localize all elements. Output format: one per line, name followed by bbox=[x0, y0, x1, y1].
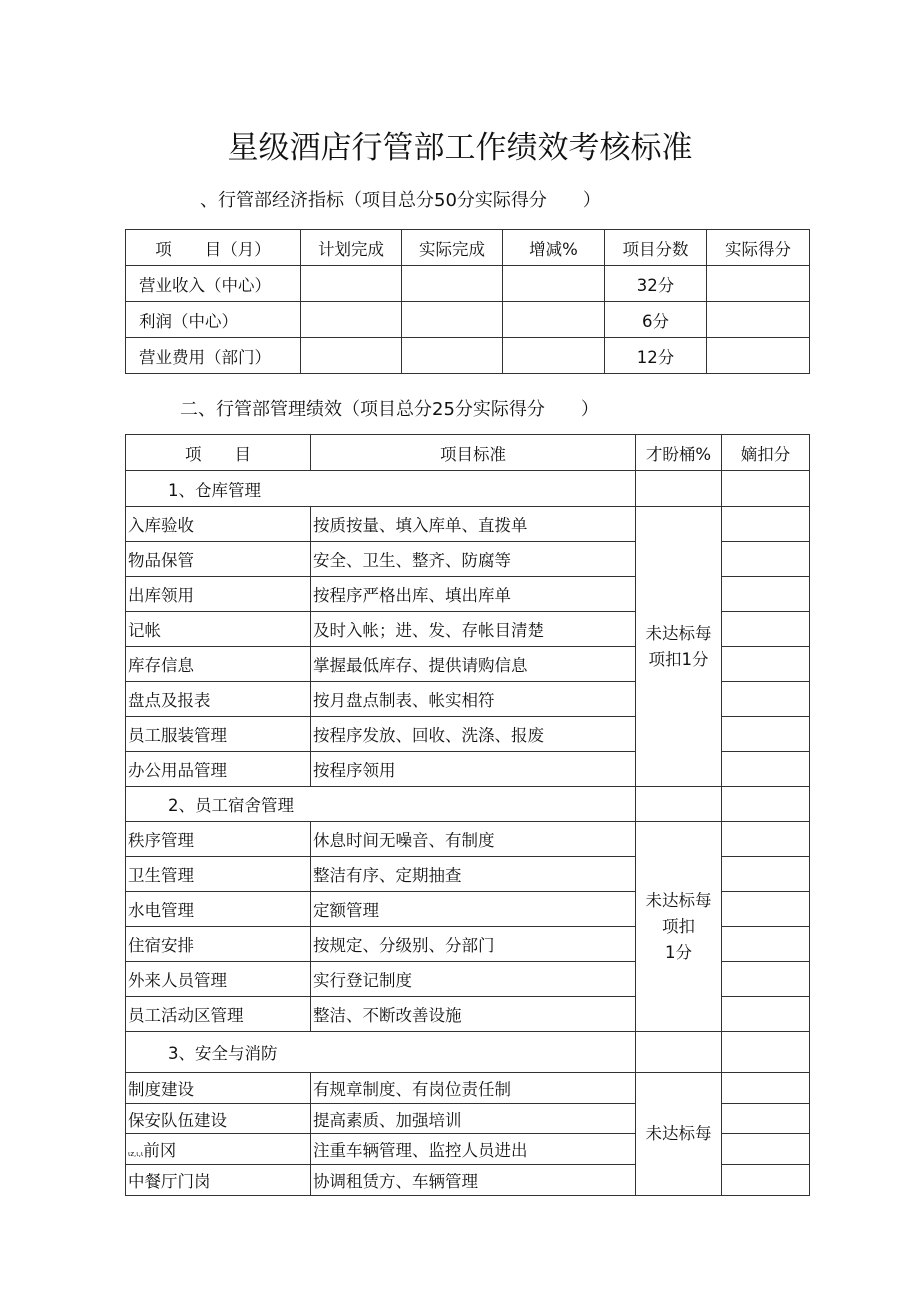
deduct-cell bbox=[722, 577, 810, 612]
header-plan: 计划完成 bbox=[301, 230, 402, 266]
item-name: 水电管理 bbox=[126, 892, 311, 927]
group-title-row bbox=[126, 1032, 810, 1073]
plan-cell bbox=[301, 338, 402, 374]
item-standard: 按程序领用 bbox=[311, 752, 636, 787]
table-row bbox=[126, 1073, 810, 1104]
header-actual: 实际完成 bbox=[402, 230, 503, 266]
deduct-cell bbox=[722, 822, 810, 857]
item-name: 利润（中心） bbox=[126, 302, 301, 338]
deduct-cell bbox=[722, 647, 810, 682]
actual-cell bbox=[402, 338, 503, 374]
header-item: 项 目 bbox=[126, 435, 311, 471]
deduction-note: 未达标每 项扣1分 bbox=[636, 507, 722, 787]
header-deduct: 嫡扣分 bbox=[722, 435, 810, 471]
item-standard: 按月盘点制表、帐实相符 bbox=[311, 682, 636, 717]
item-standard: 整洁有序、定期抽查 bbox=[311, 857, 636, 892]
item-name: 出库领用 bbox=[126, 577, 311, 612]
deduct-cell bbox=[722, 927, 810, 962]
item-standard: 整洁、不断改善设施 bbox=[311, 997, 636, 1032]
plan-cell bbox=[301, 266, 402, 302]
item-standard: 按质按量、填入库单、直拨单 bbox=[311, 507, 636, 542]
group-title: 2、员工宿舍管理 bbox=[126, 787, 636, 822]
points-cell: 12分 bbox=[605, 338, 707, 374]
item-standard: 实行登记制度 bbox=[311, 962, 636, 997]
table-row bbox=[126, 338, 810, 374]
change-cell bbox=[503, 338, 605, 374]
deduction-note: 未达标每 bbox=[636, 1073, 722, 1196]
item-name: 中餐厅门岗 bbox=[126, 1165, 311, 1196]
item-standard: 按程序严格出库、填出库单 bbox=[311, 577, 636, 612]
item-standard: 按规定、分级别、分部门 bbox=[311, 927, 636, 962]
item-standard: 安全、卫生、整齐、防腐等 bbox=[311, 542, 636, 577]
table-row bbox=[126, 266, 810, 302]
deduct-cell bbox=[722, 682, 810, 717]
item-standard: 提高素质、加强培训 bbox=[311, 1104, 636, 1134]
deduct-cell bbox=[722, 612, 810, 647]
item-name: 营业费用（部门） bbox=[126, 338, 301, 374]
plan-cell bbox=[301, 302, 402, 338]
deduct-cell bbox=[722, 1134, 810, 1165]
points-cell: 6分 bbox=[605, 302, 707, 338]
table-row bbox=[126, 822, 810, 857]
section2-heading: 二、行管部管理绩效（项目总分25分实际得分 ） bbox=[180, 399, 599, 420]
item-standard: 定额管理 bbox=[311, 892, 636, 927]
item-name: 盘点及报表 bbox=[126, 682, 311, 717]
deduct-cell bbox=[722, 892, 810, 927]
actual-cell bbox=[402, 302, 503, 338]
item-standard: 按程序发放、回收、洗涤、报废 bbox=[311, 717, 636, 752]
item-name: 物品保管 bbox=[126, 542, 311, 577]
item-name: 外来人员管理 bbox=[126, 962, 311, 997]
item-name: 卫生管理 bbox=[126, 857, 311, 892]
section1-heading: 、行管部经济指标（项目总分50分实际得分 ） bbox=[200, 190, 601, 211]
points-cell: 32分 bbox=[605, 266, 707, 302]
item-name: 员工服装管理 bbox=[126, 717, 311, 752]
group-title-row bbox=[126, 787, 810, 822]
deduct-cell bbox=[722, 507, 810, 542]
header-change: 增减% bbox=[503, 230, 605, 266]
deduct-cell bbox=[722, 997, 810, 1032]
item-name: 记帐 bbox=[126, 612, 311, 647]
item-standard: 协调租赁方、车辆管理 bbox=[311, 1165, 636, 1196]
management-performance-table bbox=[125, 434, 810, 1196]
deduct-cell bbox=[722, 1104, 810, 1134]
group-title: 3、安全与消防 bbox=[126, 1032, 636, 1073]
deduct-cell bbox=[722, 752, 810, 787]
page-title: 星级酒店行管部工作绩效考核标准 bbox=[227, 130, 693, 166]
header-item: 项 目（月） bbox=[126, 230, 301, 266]
deduction-note: 未达标每 项扣 1分 bbox=[636, 822, 722, 1032]
score-cell bbox=[707, 338, 810, 374]
item-name: ιz,ι,ι前冈 bbox=[126, 1134, 311, 1165]
item-name: 秩序管理 bbox=[126, 822, 311, 857]
item-standard: 注重车辆管理、监控人员进出 bbox=[311, 1134, 636, 1165]
header-standard: 项目标准 bbox=[311, 435, 636, 471]
item-name: 员工活动区管理 bbox=[126, 997, 311, 1032]
item-name: 住宿安排 bbox=[126, 927, 311, 962]
item-name: 保安队伍建设 bbox=[126, 1104, 311, 1134]
change-cell bbox=[503, 266, 605, 302]
item-name: 办公用品管理 bbox=[126, 752, 311, 787]
table-header-row bbox=[126, 230, 810, 266]
item-name: 库存信息 bbox=[126, 647, 311, 682]
deduct-cell bbox=[722, 542, 810, 577]
deduct-cell bbox=[722, 962, 810, 997]
group-title: 1、仓库管理 bbox=[126, 471, 636, 507]
item-name: 入库验收 bbox=[126, 507, 311, 542]
actual-cell bbox=[402, 266, 503, 302]
group-title-row bbox=[126, 471, 810, 507]
item-standard: 掌握最低库存、提供请购信息 bbox=[311, 647, 636, 682]
table-row bbox=[126, 507, 810, 542]
header-score: 实际得分 bbox=[707, 230, 810, 266]
item-name: 营业收入（中心） bbox=[126, 266, 301, 302]
item-name: 制度建设 bbox=[126, 1073, 311, 1104]
deduct-cell bbox=[722, 1165, 810, 1196]
score-cell bbox=[707, 266, 810, 302]
score-cell bbox=[707, 302, 810, 338]
header-percent: 才盼桶% bbox=[636, 435, 722, 471]
deduct-cell bbox=[722, 857, 810, 892]
table-row bbox=[126, 302, 810, 338]
item-standard: 及时入帐；进、发、存帐目清楚 bbox=[311, 612, 636, 647]
deduct-cell bbox=[722, 717, 810, 752]
item-standard: 休息时间无噪音、有制度 bbox=[311, 822, 636, 857]
item-standard: 有规章制度、有岗位责任制 bbox=[311, 1073, 636, 1104]
deduct-cell bbox=[722, 1073, 810, 1104]
economic-indicators-table bbox=[125, 229, 810, 374]
table-header-row bbox=[126, 435, 810, 471]
header-points: 项目分数 bbox=[605, 230, 707, 266]
change-cell bbox=[503, 302, 605, 338]
